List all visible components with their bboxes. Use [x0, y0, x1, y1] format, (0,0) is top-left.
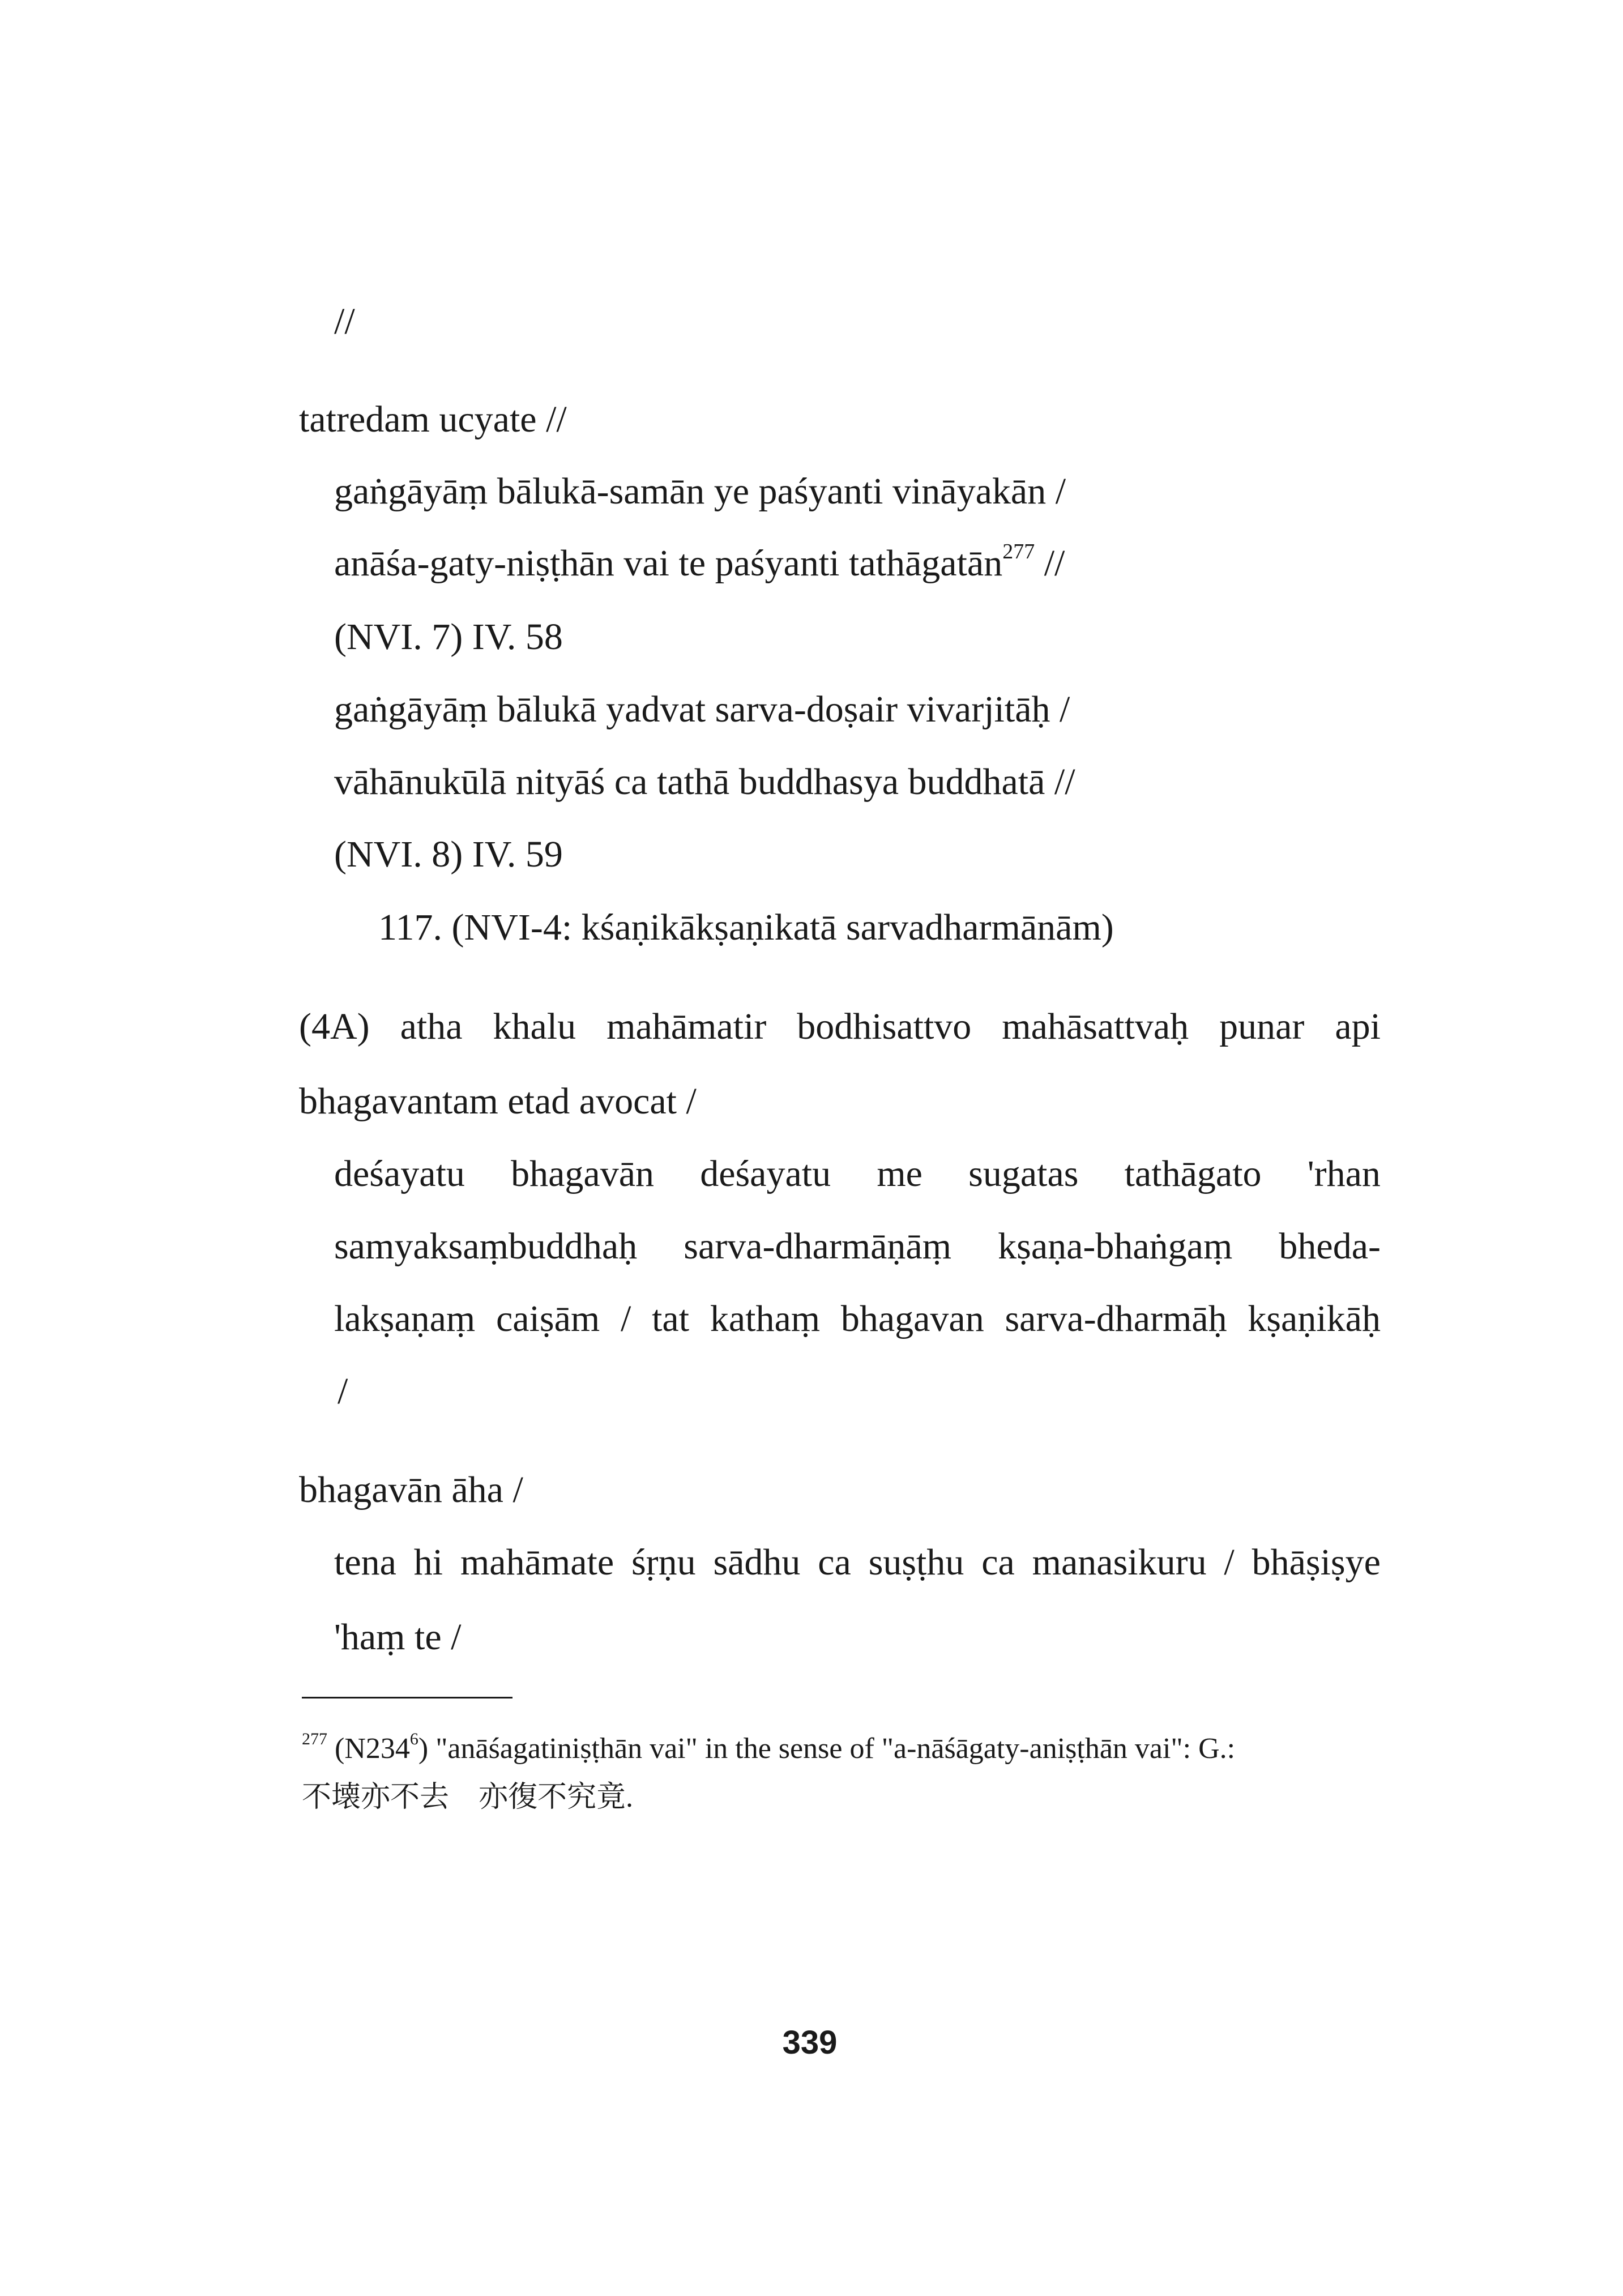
- word: mahāmate: [460, 1542, 614, 1583]
- word: śṛṇu: [631, 1542, 696, 1583]
- footnote-number: 277: [302, 1730, 327, 1748]
- word: bhagavan: [840, 1298, 984, 1339]
- page-number: 339: [782, 2024, 838, 2061]
- word: lakṣaṇaṃ: [334, 1298, 476, 1339]
- word: tena: [334, 1542, 396, 1583]
- verse-reference-2: (NVI. 8) IV. 59: [334, 834, 563, 875]
- verse-line-2: [334, 540, 1065, 584]
- word: kathaṃ: [710, 1298, 821, 1339]
- word: bhagavān: [511, 1153, 654, 1194]
- intro-line-tatredam: tatredam ucyate //: [299, 399, 567, 440]
- footnote-line-2-cjk: 不壊亦不去 亦復不究竟.: [302, 1781, 634, 1813]
- word: caiṣām: [496, 1298, 600, 1339]
- verse-line-3: gaṅgāyāṃ bālukā yadvat sarva-doṣair vivarjitāḥ /: [334, 689, 1070, 730]
- word: deśayatu: [700, 1153, 831, 1194]
- word: atha: [400, 1006, 463, 1047]
- section-heading: 117. (NVI-4: kśaṇikākṣaṇikatā sarvadharmānām): [378, 907, 1114, 948]
- paragraph-line-1: [299, 1008, 1381, 1045]
- response-line-2: 'haṃ te /: [334, 1616, 462, 1658]
- word: hi: [413, 1542, 443, 1583]
- word: ca: [818, 1542, 851, 1583]
- quote-line-2: [334, 1228, 1381, 1265]
- word: api: [1335, 1006, 1381, 1047]
- word: suṣṭhu: [868, 1542, 964, 1583]
- footnote-superscript: 6: [409, 1730, 418, 1748]
- paragraph-line-2: bhagavantam etad avocat /: [299, 1081, 697, 1122]
- footnote-open: (N234: [327, 1732, 410, 1765]
- word: /: [621, 1298, 631, 1339]
- quote-line-4: /: [338, 1371, 348, 1412]
- quote-line-1: [334, 1155, 1381, 1193]
- word: ca: [981, 1542, 1015, 1583]
- word: bheda-: [1279, 1226, 1381, 1267]
- word: tathāgato: [1124, 1153, 1262, 1194]
- word: deśayatu: [334, 1153, 465, 1194]
- word: sugatas: [968, 1153, 1079, 1194]
- word: /: [1224, 1542, 1235, 1583]
- verse-line-1: gaṅgāyāṃ bālukā-samān ye paśyanti vināyakān /: [334, 471, 1066, 512]
- word: 'rhan: [1307, 1153, 1381, 1194]
- verse-reference-1: (NVI. 7) IV. 58: [334, 616, 563, 658]
- word: mahāmatir: [607, 1006, 767, 1047]
- word: manasikuru: [1032, 1542, 1207, 1583]
- word: mahāsattvaḥ: [1002, 1006, 1189, 1047]
- footnote-divider: [302, 1697, 512, 1698]
- word: me: [877, 1153, 922, 1194]
- speaker-line: bhagavān āha /: [299, 1469, 523, 1510]
- footnote-text: ) "anāśagatiniṣṭhān vai" in the sense of "a-nāśāgaty-aniṣṭhān vai": G.:: [418, 1732, 1236, 1765]
- verse-line-2-end: //: [1035, 543, 1065, 584]
- word: kṣaṇa-bhaṅgaṃ: [998, 1226, 1233, 1267]
- word: tat: [652, 1298, 690, 1339]
- verse-line-4: vāhānukūlā nityāś ca tathā buddhasya buddhatā //: [334, 761, 1075, 803]
- word: khalu: [493, 1006, 576, 1047]
- word: punar: [1219, 1006, 1305, 1047]
- word: bodhisattvo: [797, 1006, 972, 1047]
- footnote-line-1: [302, 1730, 1236, 1765]
- word: kṣaṇikāḥ: [1248, 1298, 1381, 1339]
- word: sādhu: [713, 1542, 801, 1583]
- separator-mark: //: [334, 301, 355, 342]
- word: sarva-dharmāḥ: [1005, 1298, 1227, 1339]
- word: (4A): [299, 1006, 370, 1047]
- quote-line-3: [334, 1300, 1381, 1338]
- word: sarva-dharmāṇāṃ: [684, 1226, 952, 1267]
- response-line-1: [334, 1544, 1381, 1581]
- footnote-reference[interactable]: 277: [1002, 540, 1035, 564]
- word: bhāṣiṣye: [1252, 1542, 1381, 1583]
- verse-line-2-text: anāśa-gaty-niṣṭhān vai te paśyanti tathāgatān: [334, 543, 1003, 584]
- word: samyaksaṃbuddhaḥ: [334, 1226, 638, 1267]
